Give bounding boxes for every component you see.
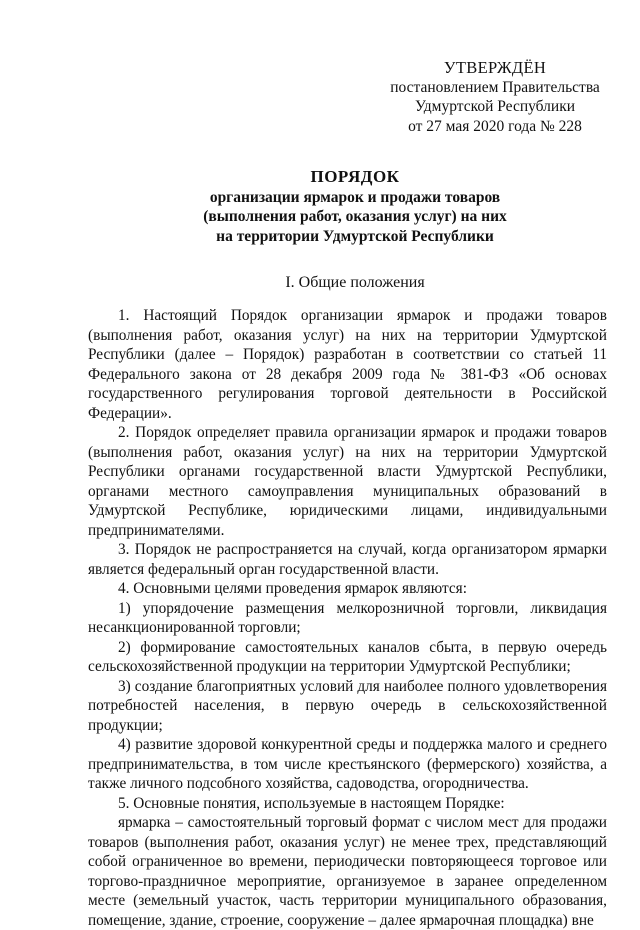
paragraph: 5. Основные понятия, используемые в настоящем Порядке: — [118, 794, 505, 812]
paragraph: ярмарка – самостоятельный торговый формат с числом мест для продажи товаров (выполнения работ, оказания услуг) не менее трех, представляющий собой ограниченное во времени, периодически повторяющееся торговое или торгово-праздничное мероприятие, организуемое в заранее определенном месте (земельный участок, часть территории муниципального образования, помещение, здание, строение, сооружение – далее ярмарочная площадка) вне — [88, 814, 607, 929]
approval-line: постановлением Правительства — [390, 78, 600, 96]
paragraph: 3) создание благоприятных условий для наиболее полного удовлетворения потребностей населения, в первую очередь в сельскохозяйственной продукции; — [88, 677, 607, 734]
paragraph: 2) формирование самостоятельных каналов сбыта, в первую очередь сельскохозяйственной продукции на территории Удмуртской Республики; — [88, 638, 607, 675]
approval-line: Удмуртской Республики — [414, 98, 576, 115]
section-heading: I. Общие положения — [285, 274, 425, 291]
paragraph: 4. Основными целями проведения ярмарок являются: — [118, 580, 467, 597]
approval-line: от 27 мая 2020 года № 228 — [408, 117, 582, 135]
document-title — [60, 167, 640, 246]
title-main: ПОРЯДОК — [310, 167, 400, 186]
approval-stamp: УТВЕРЖДЁН — [443, 58, 547, 77]
document-body — [88, 306, 607, 930]
title-line: на территории Удмуртской Республики — [216, 227, 494, 245]
paragraph: 2. Порядок определяет правила организации ярмарок и продажи товаров (выполнения работ, оказания услуг) на них на территории Удмуртской Республики органами государственной власти Удмуртской Республики, органами местного самоуправления муниципальных образований в Удмуртской Республике, юридическими лицами, индивидуальными предпринимателями. — [88, 424, 607, 539]
title-line: (выполнения работ, оказания услуг) на них — [203, 208, 507, 225]
paragraph: 4) развитие здоровой конкурентной среды и поддержка малого и среднего предпринимательства, в том числе крестьянского (фермерского) хозяйства, а также личного подсобного хозяйства, садоводства, огородничества. — [88, 736, 607, 792]
title-line: организации ярмарок и продажи товаров — [209, 188, 501, 206]
paragraph: 1. Настоящий Порядок организации ярмарок и продажи товаров (выполнения работ, оказания услуг) на них на территории Удмуртской Республики (далее – Порядок) разработан в соответствии со статьей 11 Федерального закона от 28 декабря 2009 года № 381-ФЗ «Об основах государственного регулирования торговой деятельности в Российской Федерации». — [88, 307, 607, 422]
paragraph: 1) упорядочение размещения мелкорозничной торговли, ликвидация несанкционированной торговли; — [88, 599, 607, 636]
paragraph: 3. Порядок не распространяется на случай, когда организатором ярмарки является федеральный орган государственной власти. — [88, 541, 607, 578]
approval-block — [380, 58, 610, 136]
